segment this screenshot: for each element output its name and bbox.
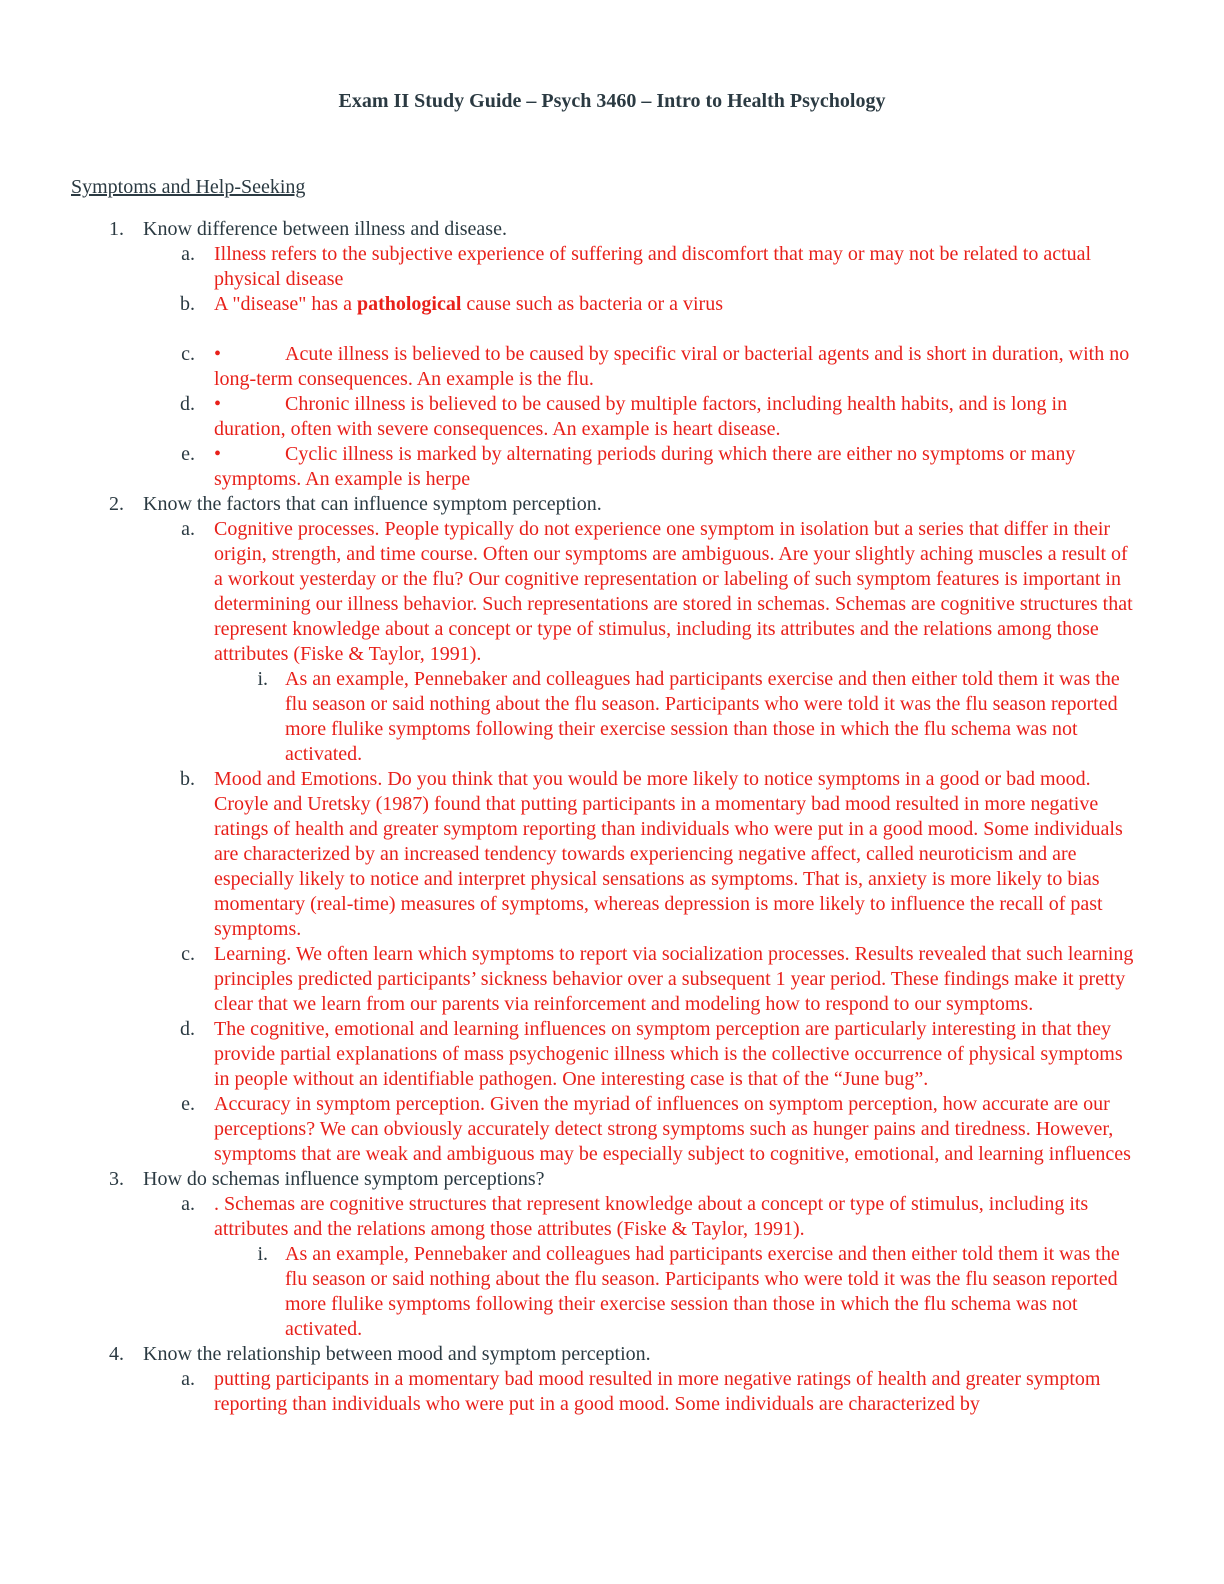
answer-bold-term: pathological xyxy=(356,293,462,315)
sub-answer-text: As an example, Pennebaker and colleagues had participants exercise and then either told them it was the flu season or said nothing about the flu season. Participants who were told it was the flu season reported more flulike symptoms following their exercise session than those in which the flu schema was not activated. xyxy=(285,1243,1120,1340)
answer-text: Accuracy in symptom perception. Given the myriad of influences on symptom perception, how accurate are our perceptions? We can obviously accurately detect strong symptoms such as hunger pains and tiredness. However, symptoms that are weak and ambiguous may be especially subject to cognitive, emotional, and learning influences xyxy=(214,1093,1131,1165)
question-text: Know difference between illness and disease. xyxy=(143,218,507,240)
answer-text xyxy=(214,442,1140,492)
answer-text: Learning. We often learn which symptoms to report via socialization processes. Results revealed that such learning principles predicted participants’ sickness behavior over a subsequent 1 year period. These findings make it pretty clear that we learn from our parents via reinforcement and modeling how to respond to our symptoms. xyxy=(214,943,1134,1015)
answer-2b xyxy=(0,767,1224,942)
answer-letter: b. xyxy=(180,293,195,315)
answer-1a xyxy=(0,242,1224,292)
answer-2e xyxy=(0,1092,1224,1167)
answer-letter: e. xyxy=(181,1093,195,1115)
question-text: Know the relationship between mood and symptom perception. xyxy=(143,1343,651,1365)
answer-body: Acute illness is believed to be caused by specific viral or bacterial agents and is short in duration, with no long-term consequences. An example is the flu. xyxy=(214,343,1130,390)
question-number: 1. xyxy=(109,218,124,240)
answer-letter: c. xyxy=(181,343,195,365)
answer-1d xyxy=(0,392,1224,442)
answer-text: putting participants in a momentary bad mood resulted in more negative ratings of health and greater symptom reporting than individuals who were put in a good mood. Some individuals are characterized by xyxy=(214,1368,1101,1415)
answer-letter: a. xyxy=(181,243,195,265)
answer-4a xyxy=(0,1367,1224,1417)
answer-letter: d. xyxy=(180,1018,195,1040)
bullet-icon: • xyxy=(214,443,222,465)
answer-3a xyxy=(0,1192,1224,1242)
answer-3a-i xyxy=(0,1242,1224,1342)
document-title: Exam II Study Guide – Psych 3460 – Intro to Health Psychology xyxy=(338,90,886,112)
study-guide-list xyxy=(0,217,1224,1417)
sub-answer-text: As an example, Pennebaker and colleagues had participants exercise and then either told them it was the flu season or said nothing about the flu season. Participants who were told it was the flu season reported more flulike symptoms following their exercise session than those in which the flu schema was not activated. xyxy=(285,668,1120,765)
question-number: 2. xyxy=(109,493,124,515)
answer-letter: b. xyxy=(180,768,195,790)
question-text: Know the factors that can influence symptom perception. xyxy=(143,493,602,515)
answer-text: Mood and Emotions. Do you think that you would be more likely to notice symptoms in a good or bad mood. Croyle and Uretsky (1987) found that putting participants in a momentary bad mood resulted in more negative ratings of health and greater symptom reporting than individuals who were put in a good mood. Some individuals are characterized by an increased tendency towards experiencing negative affect, called neuroticism and are especially likely to notice and interpret physical sensations as symptoms. That is, anxiety is more likely to bias momentary (real-time) measures of symptoms, whereas depression is more likely to influence the recall of past symptoms. xyxy=(214,768,1123,940)
question-number: 3. xyxy=(109,1168,124,1190)
section-heading: Symptoms and Help-Seeking xyxy=(71,176,306,198)
answer-letter: e. xyxy=(181,443,195,465)
answer-text: Illness refers to the subjective experience of suffering and discomfort that may or may not be related to actual physical disease xyxy=(214,243,1092,290)
answer-1e xyxy=(0,442,1224,492)
answer-text xyxy=(214,392,1140,442)
question-1 xyxy=(0,217,1224,242)
answer-text: The cognitive, emotional and learning influences on symptom perception are particularly interesting in that they provide partial explanations of mass psychogenic illness which is the collective occurrence of physical symptoms in people without an identifiable pathogen. One interesting case is that of the “June bug”. xyxy=(214,1018,1123,1090)
question-number: 4. xyxy=(109,1343,124,1365)
answer-letter: a. xyxy=(181,1368,195,1390)
answer-1c xyxy=(0,342,1224,392)
question-4 xyxy=(0,1342,1224,1367)
answer-2a-i xyxy=(0,667,1224,767)
answer-2d xyxy=(0,1017,1224,1092)
bullet-icon: • xyxy=(214,393,222,415)
blank-line xyxy=(0,317,1224,342)
question-2 xyxy=(0,492,1224,517)
answer-text-post: cause such as bacteria or a virus xyxy=(461,293,723,315)
answer-letter: c. xyxy=(181,943,195,965)
sub-answer-numeral: i. xyxy=(257,1243,268,1265)
answer-text: Cognitive processes. People typically do not experience one symptom in isolation but a series that differ in their origin, strength, and time course. Often our symptoms are ambiguous. Are your slightly aching muscles a result of a workout yesterday or the flu? Our cognitive representation or labeling of such symptom features is important in determining our illness behavior. Such representations are stored in schemas. Schemas are cognitive structures that represent knowledge about a concept or type of stimulus, including its attributes and the relations among those attributes (Fiske & Taylor, 1991). xyxy=(214,518,1133,665)
answer-2a xyxy=(0,517,1224,667)
answer-letter: a. xyxy=(181,1193,195,1215)
answer-text: . Schemas are cognitive structures that represent knowledge about a concept or type of stimulus, including its attributes and the relations among those attributes (Fiske & Taylor, 1991). xyxy=(214,1193,1089,1240)
answer-text xyxy=(214,342,1140,392)
bullet-icon: • xyxy=(214,343,222,365)
answer-body: Cyclic illness is marked by alternating periods during which there are either no symptoms or many symptoms. An example is herpe xyxy=(214,443,1076,490)
answer-body: Chronic illness is believed to be caused by multiple factors, including health habits, and is long in duration, often with severe consequences. An example is heart disease. xyxy=(214,393,1068,440)
answer-letter: d. xyxy=(180,393,195,415)
question-3 xyxy=(0,1167,1224,1192)
answer-1b xyxy=(0,292,1224,317)
answer-text-pre: A "disease" has a xyxy=(214,293,357,315)
answer-letter: a. xyxy=(181,518,195,540)
sub-answer-numeral: i. xyxy=(257,668,268,690)
answer-text xyxy=(214,292,1140,317)
answer-2c xyxy=(0,942,1224,1017)
question-text: How do schemas influence symptom perceptions? xyxy=(143,1168,545,1190)
